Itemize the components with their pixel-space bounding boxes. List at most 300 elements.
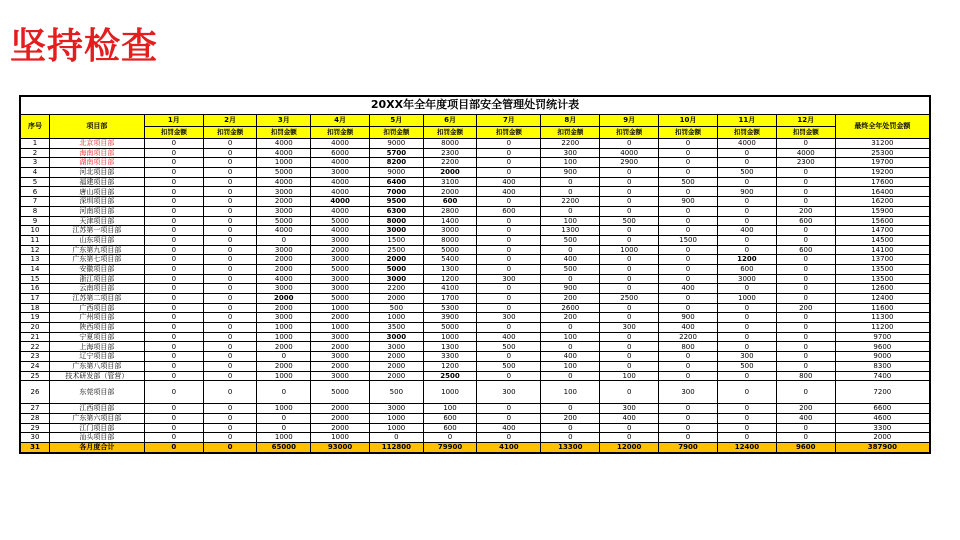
header-penalty-amount: 扣罚金额 bbox=[311, 127, 370, 139]
row-month-penalty: 2500 bbox=[370, 245, 424, 255]
header-month: 9月 bbox=[600, 115, 659, 127]
row-annual-total: 31200 bbox=[835, 139, 929, 149]
row-month-penalty: 0 bbox=[203, 216, 257, 226]
row-month-penalty: 0 bbox=[477, 226, 541, 236]
table-row bbox=[21, 342, 930, 352]
row-month-penalty: 0 bbox=[541, 423, 600, 433]
row-month-penalty: 0 bbox=[477, 158, 541, 168]
row-month-penalty: 0 bbox=[717, 433, 776, 443]
row-month-penalty: 3000 bbox=[257, 206, 311, 216]
table-row bbox=[21, 404, 930, 414]
row-month-penalty: 0 bbox=[659, 226, 718, 236]
row-month-penalty: 0 bbox=[600, 381, 659, 404]
row-seq: 1 bbox=[21, 139, 50, 149]
row-month-penalty: 1500 bbox=[659, 235, 718, 245]
total-month-penalty: 65000 bbox=[257, 442, 311, 452]
row-month-penalty: 3000 bbox=[370, 332, 424, 342]
row-month-penalty: 0 bbox=[144, 197, 203, 207]
header-month: 6月 bbox=[423, 115, 477, 127]
row-seq: 7 bbox=[21, 197, 50, 207]
row-month-penalty: 0 bbox=[203, 404, 257, 414]
header-month: 12月 bbox=[776, 115, 835, 127]
row-month-penalty: 0 bbox=[776, 255, 835, 265]
row-month-penalty: 0 bbox=[477, 413, 541, 423]
row-month-penalty: 0 bbox=[203, 255, 257, 265]
row-month-penalty: 2000 bbox=[311, 413, 370, 423]
table-row bbox=[21, 168, 930, 178]
row-annual-total: 6600 bbox=[835, 404, 929, 414]
total-row bbox=[21, 442, 930, 452]
row-month-penalty: 100 bbox=[423, 404, 477, 414]
row-month-penalty: 0 bbox=[717, 371, 776, 381]
row-month-penalty: 600 bbox=[423, 423, 477, 433]
total-month-penalty: 0 bbox=[144, 442, 203, 452]
row-month-penalty: 0 bbox=[477, 216, 541, 226]
table-row bbox=[21, 284, 930, 294]
row-annual-total: 14700 bbox=[835, 226, 929, 236]
row-month-penalty: 6300 bbox=[370, 206, 424, 216]
row-month-penalty: 4000 bbox=[311, 139, 370, 149]
row-month-penalty: 0 bbox=[600, 433, 659, 443]
row-month-penalty: 600 bbox=[717, 264, 776, 274]
row-month-penalty: 2000 bbox=[257, 342, 311, 352]
row-month-penalty: 0 bbox=[717, 158, 776, 168]
row-month-penalty: 0 bbox=[659, 361, 718, 371]
row-project-name: 汕头项目部 bbox=[49, 433, 144, 443]
row-month-penalty: 0 bbox=[659, 294, 718, 304]
row-month-penalty: 1000 bbox=[423, 381, 477, 404]
row-month-penalty: 6000 bbox=[311, 148, 370, 158]
row-month-penalty: 0 bbox=[717, 381, 776, 404]
row-month-penalty: 0 bbox=[659, 216, 718, 226]
row-month-penalty: 4100 bbox=[423, 284, 477, 294]
row-month-penalty: 1000 bbox=[717, 294, 776, 304]
row-month-penalty: 3000 bbox=[311, 352, 370, 362]
row-month-penalty: 0 bbox=[144, 423, 203, 433]
page-title: 坚持检查 bbox=[10, 26, 159, 67]
row-month-penalty: 0 bbox=[541, 342, 600, 352]
row-month-penalty: 0 bbox=[717, 313, 776, 323]
row-month-penalty: 2500 bbox=[423, 371, 477, 381]
row-month-penalty: 3000 bbox=[717, 274, 776, 284]
row-month-penalty: 3000 bbox=[311, 332, 370, 342]
row-month-penalty: 0 bbox=[423, 433, 477, 443]
row-month-penalty: 4000 bbox=[257, 139, 311, 149]
row-month-penalty: 8000 bbox=[370, 216, 424, 226]
row-month-penalty: 0 bbox=[600, 423, 659, 433]
row-month-penalty: 0 bbox=[776, 177, 835, 187]
row-month-penalty: 0 bbox=[717, 284, 776, 294]
row-annual-total: 9000 bbox=[835, 352, 929, 362]
row-annual-total: 13700 bbox=[835, 255, 929, 265]
row-month-penalty: 0 bbox=[370, 433, 424, 443]
header-month: 10月 bbox=[659, 115, 718, 127]
row-month-penalty: 0 bbox=[659, 255, 718, 265]
row-month-penalty: 400 bbox=[477, 187, 541, 197]
row-month-penalty: 2000 bbox=[311, 404, 370, 414]
row-seq: 4 bbox=[21, 168, 50, 178]
row-month-penalty: 1000 bbox=[370, 313, 424, 323]
row-month-penalty: 0 bbox=[541, 433, 600, 443]
row-month-penalty: 0 bbox=[600, 226, 659, 236]
row-month-penalty: 1500 bbox=[370, 235, 424, 245]
header-penalty-amount: 扣罚金额 bbox=[203, 127, 257, 139]
row-seq: 20 bbox=[21, 323, 50, 333]
row-month-penalty: 0 bbox=[541, 371, 600, 381]
row-project-name: 山东项目部 bbox=[49, 235, 144, 245]
row-month-penalty: 4000 bbox=[311, 197, 370, 207]
row-project-name: 浙江项目部 bbox=[49, 274, 144, 284]
row-month-penalty: 0 bbox=[600, 197, 659, 207]
table-row bbox=[21, 226, 930, 236]
row-month-penalty: 600 bbox=[423, 413, 477, 423]
row-project-name: 辽宁项目部 bbox=[49, 352, 144, 362]
row-annual-total: 15600 bbox=[835, 216, 929, 226]
row-seq: 22 bbox=[21, 342, 50, 352]
row-month-penalty: 1300 bbox=[423, 264, 477, 274]
row-month-penalty: 0 bbox=[600, 168, 659, 178]
row-month-penalty: 0 bbox=[659, 303, 718, 313]
row-month-penalty: 0 bbox=[659, 168, 718, 178]
row-project-name: 江苏第一项目部 bbox=[49, 226, 144, 236]
row-month-penalty: 0 bbox=[659, 187, 718, 197]
total-seq: 31 bbox=[21, 442, 50, 452]
header-month: 11月 bbox=[717, 115, 776, 127]
row-month-penalty: 100 bbox=[600, 371, 659, 381]
row-month-penalty: 0 bbox=[776, 226, 835, 236]
row-month-penalty: 4000 bbox=[257, 274, 311, 284]
row-month-penalty: 0 bbox=[776, 264, 835, 274]
row-project-name: 河南项目部 bbox=[49, 206, 144, 216]
row-month-penalty: 4000 bbox=[311, 158, 370, 168]
row-month-penalty: 0 bbox=[144, 352, 203, 362]
row-month-penalty: 3000 bbox=[423, 226, 477, 236]
row-month-penalty: 0 bbox=[144, 433, 203, 443]
row-month-penalty: 4000 bbox=[257, 177, 311, 187]
row-month-penalty: 400 bbox=[477, 423, 541, 433]
row-month-penalty: 0 bbox=[717, 342, 776, 352]
row-month-penalty: 2000 bbox=[423, 187, 477, 197]
row-month-penalty: 8200 bbox=[370, 158, 424, 168]
row-month-penalty: 0 bbox=[203, 177, 257, 187]
row-project-name: 广州项目部 bbox=[49, 313, 144, 323]
row-month-penalty: 900 bbox=[541, 284, 600, 294]
row-month-penalty: 1000 bbox=[257, 371, 311, 381]
row-month-penalty: 100 bbox=[541, 361, 600, 371]
row-month-penalty: 5000 bbox=[257, 216, 311, 226]
header-penalty-amount: 扣罚金额 bbox=[370, 127, 424, 139]
row-month-penalty: 0 bbox=[717, 332, 776, 342]
row-seq: 5 bbox=[21, 177, 50, 187]
row-month-penalty: 0 bbox=[659, 413, 718, 423]
total-annual: 387900 bbox=[835, 442, 929, 452]
total-month-penalty: 93000 bbox=[311, 442, 370, 452]
row-seq: 23 bbox=[21, 352, 50, 362]
row-annual-total: 11600 bbox=[835, 303, 929, 313]
table-row bbox=[21, 187, 930, 197]
row-month-penalty: 0 bbox=[477, 323, 541, 333]
row-month-penalty: 0 bbox=[203, 158, 257, 168]
table-row bbox=[21, 177, 930, 187]
row-project-name: 技术研发部（管营） bbox=[49, 371, 144, 381]
row-month-penalty: 0 bbox=[477, 284, 541, 294]
row-month-penalty: 3000 bbox=[370, 226, 424, 236]
header-penalty-amount: 扣罚金额 bbox=[776, 127, 835, 139]
row-month-penalty: 0 bbox=[477, 294, 541, 304]
row-project-name: 陕西项目部 bbox=[49, 323, 144, 333]
row-month-penalty: 3000 bbox=[311, 235, 370, 245]
row-month-penalty: 0 bbox=[600, 342, 659, 352]
row-month-penalty: 500 bbox=[659, 177, 718, 187]
row-month-penalty: 0 bbox=[144, 168, 203, 178]
row-project-name: 上海项目部 bbox=[49, 342, 144, 352]
row-month-penalty: 3300 bbox=[423, 352, 477, 362]
row-month-penalty: 1000 bbox=[257, 433, 311, 443]
row-month-penalty: 5300 bbox=[423, 303, 477, 313]
row-month-penalty: 0 bbox=[203, 245, 257, 255]
row-month-penalty: 0 bbox=[776, 284, 835, 294]
row-month-penalty: 0 bbox=[600, 206, 659, 216]
row-month-penalty: 0 bbox=[144, 245, 203, 255]
row-month-penalty: 9500 bbox=[370, 197, 424, 207]
row-month-penalty: 0 bbox=[203, 264, 257, 274]
header-project: 项目部 bbox=[49, 115, 144, 139]
row-month-penalty: 1300 bbox=[541, 226, 600, 236]
row-month-penalty: 2200 bbox=[541, 139, 600, 149]
row-month-penalty: 1700 bbox=[423, 294, 477, 304]
row-month-penalty: 2000 bbox=[311, 342, 370, 352]
row-month-penalty: 0 bbox=[477, 235, 541, 245]
row-month-penalty: 2000 bbox=[257, 303, 311, 313]
row-month-penalty: 500 bbox=[370, 381, 424, 404]
row-month-penalty: 600 bbox=[477, 206, 541, 216]
row-month-penalty: 0 bbox=[144, 303, 203, 313]
row-annual-total: 9600 bbox=[835, 342, 929, 352]
row-month-penalty: 3000 bbox=[311, 274, 370, 284]
row-month-penalty: 0 bbox=[477, 148, 541, 158]
row-month-penalty: 0 bbox=[203, 284, 257, 294]
row-month-penalty: 2000 bbox=[311, 423, 370, 433]
row-month-penalty: 3900 bbox=[423, 313, 477, 323]
row-month-penalty: 0 bbox=[776, 332, 835, 342]
row-month-penalty: 2300 bbox=[776, 158, 835, 168]
row-month-penalty: 100 bbox=[541, 381, 600, 404]
row-month-penalty: 0 bbox=[776, 168, 835, 178]
row-seq: 19 bbox=[21, 313, 50, 323]
row-month-penalty: 5000 bbox=[423, 323, 477, 333]
row-project-name: 湖南项目部 bbox=[49, 158, 144, 168]
penalty-table bbox=[20, 96, 930, 453]
row-month-penalty: 400 bbox=[659, 323, 718, 333]
row-annual-total: 9700 bbox=[835, 332, 929, 342]
row-month-penalty: 0 bbox=[776, 342, 835, 352]
row-month-penalty: 8000 bbox=[423, 139, 477, 149]
row-month-penalty: 0 bbox=[144, 413, 203, 423]
row-month-penalty: 0 bbox=[203, 139, 257, 149]
row-month-penalty: 0 bbox=[144, 404, 203, 414]
row-month-penalty: 2200 bbox=[370, 284, 424, 294]
row-month-penalty: 0 bbox=[203, 148, 257, 158]
row-month-penalty: 0 bbox=[144, 313, 203, 323]
row-month-penalty: 200 bbox=[776, 303, 835, 313]
row-month-penalty: 800 bbox=[776, 371, 835, 381]
row-month-penalty: 0 bbox=[659, 264, 718, 274]
row-month-penalty: 900 bbox=[659, 197, 718, 207]
row-project-name: 东莞项目部 bbox=[49, 381, 144, 404]
row-month-penalty: 0 bbox=[144, 264, 203, 274]
row-month-penalty: 1000 bbox=[257, 332, 311, 342]
row-month-penalty: 0 bbox=[203, 303, 257, 313]
row-project-name: 江门项目部 bbox=[49, 423, 144, 433]
row-month-penalty: 3000 bbox=[257, 313, 311, 323]
table-row bbox=[21, 216, 930, 226]
row-month-penalty: 2000 bbox=[370, 371, 424, 381]
row-month-penalty: 2300 bbox=[423, 148, 477, 158]
row-month-penalty: 300 bbox=[477, 381, 541, 404]
row-month-penalty: 0 bbox=[659, 158, 718, 168]
row-month-penalty: 3000 bbox=[311, 168, 370, 178]
row-seq: 13 bbox=[21, 255, 50, 265]
row-month-penalty: 1200 bbox=[423, 274, 477, 284]
penalty-statistics-table bbox=[19, 95, 931, 454]
row-month-penalty: 0 bbox=[203, 168, 257, 178]
row-annual-total: 19200 bbox=[835, 168, 929, 178]
table-row bbox=[21, 206, 930, 216]
table-row bbox=[21, 313, 930, 323]
row-month-penalty: 1000 bbox=[257, 404, 311, 414]
total-month-penalty: 9600 bbox=[776, 442, 835, 452]
row-month-penalty: 0 bbox=[600, 274, 659, 284]
row-month-penalty: 500 bbox=[717, 361, 776, 371]
table-title: 20XX年全年度项目部安全管理处罚统计表 bbox=[21, 97, 930, 115]
row-project-name: 云南项目部 bbox=[49, 284, 144, 294]
row-month-penalty: 1000 bbox=[600, 245, 659, 255]
row-seq: 9 bbox=[21, 216, 50, 226]
row-month-penalty: 2000 bbox=[311, 361, 370, 371]
row-annual-total: 12600 bbox=[835, 284, 929, 294]
header-seq: 序号 bbox=[21, 115, 50, 139]
row-month-penalty: 0 bbox=[203, 206, 257, 216]
row-month-penalty: 200 bbox=[541, 313, 600, 323]
row-month-penalty: 7000 bbox=[370, 187, 424, 197]
row-month-penalty: 0 bbox=[203, 187, 257, 197]
row-annual-total: 25300 bbox=[835, 148, 929, 158]
row-month-penalty: 5000 bbox=[311, 294, 370, 304]
row-month-penalty: 5000 bbox=[370, 264, 424, 274]
row-month-penalty: 0 bbox=[541, 177, 600, 187]
row-annual-total: 19700 bbox=[835, 158, 929, 168]
row-month-penalty: 0 bbox=[659, 206, 718, 216]
row-month-penalty: 0 bbox=[257, 423, 311, 433]
table-row bbox=[21, 274, 930, 284]
row-month-penalty: 0 bbox=[600, 177, 659, 187]
row-month-penalty: 3000 bbox=[370, 274, 424, 284]
row-month-penalty: 300 bbox=[717, 352, 776, 362]
row-month-penalty: 2200 bbox=[541, 197, 600, 207]
row-month-penalty: 0 bbox=[717, 177, 776, 187]
row-month-penalty: 3100 bbox=[423, 177, 477, 187]
row-month-penalty: 0 bbox=[717, 404, 776, 414]
row-month-penalty: 3000 bbox=[311, 284, 370, 294]
row-month-penalty: 0 bbox=[776, 294, 835, 304]
row-month-penalty: 400 bbox=[600, 413, 659, 423]
row-month-penalty: 2000 bbox=[370, 255, 424, 265]
row-month-penalty: 0 bbox=[144, 381, 203, 404]
row-annual-total: 13500 bbox=[835, 274, 929, 284]
row-month-penalty: 0 bbox=[659, 245, 718, 255]
header-penalty-amount: 扣罚金额 bbox=[423, 127, 477, 139]
row-annual-total: 13500 bbox=[835, 264, 929, 274]
table-row bbox=[21, 148, 930, 158]
row-month-penalty: 0 bbox=[659, 404, 718, 414]
row-seq: 25 bbox=[21, 371, 50, 381]
row-month-penalty: 1200 bbox=[423, 361, 477, 371]
row-month-penalty: 0 bbox=[659, 433, 718, 443]
row-month-penalty: 0 bbox=[717, 197, 776, 207]
row-month-penalty: 5000 bbox=[311, 381, 370, 404]
row-seq: 18 bbox=[21, 303, 50, 313]
row-month-penalty: 5000 bbox=[311, 264, 370, 274]
row-month-penalty: 0 bbox=[659, 274, 718, 284]
table-row bbox=[21, 323, 930, 333]
row-month-penalty: 2000 bbox=[257, 197, 311, 207]
row-month-penalty: 0 bbox=[541, 206, 600, 216]
row-month-penalty: 0 bbox=[144, 235, 203, 245]
row-month-penalty: 0 bbox=[203, 423, 257, 433]
header-month: 4月 bbox=[311, 115, 370, 127]
row-month-penalty: 600 bbox=[423, 197, 477, 207]
header-penalty-amount: 扣罚金额 bbox=[477, 127, 541, 139]
row-month-penalty: 0 bbox=[600, 313, 659, 323]
row-project-name: 北京项目部 bbox=[49, 139, 144, 149]
table-row bbox=[21, 413, 930, 423]
row-month-penalty: 5000 bbox=[311, 216, 370, 226]
total-month-penalty: 112800 bbox=[370, 442, 424, 452]
table-row bbox=[21, 264, 930, 274]
row-month-penalty: 5000 bbox=[257, 168, 311, 178]
row-month-penalty: 5000 bbox=[423, 245, 477, 255]
row-project-name: 安徽项目部 bbox=[49, 264, 144, 274]
row-seq: 29 bbox=[21, 423, 50, 433]
row-month-penalty: 0 bbox=[600, 235, 659, 245]
row-month-penalty: 3000 bbox=[257, 187, 311, 197]
row-project-name: 江苏第二项目部 bbox=[49, 294, 144, 304]
row-month-penalty: 0 bbox=[144, 255, 203, 265]
row-month-penalty: 300 bbox=[541, 148, 600, 158]
row-month-penalty: 0 bbox=[257, 413, 311, 423]
row-month-penalty: 2500 bbox=[600, 294, 659, 304]
row-month-penalty: 800 bbox=[659, 342, 718, 352]
row-month-penalty: 0 bbox=[144, 177, 203, 187]
header-penalty-amount: 扣罚金额 bbox=[600, 127, 659, 139]
row-month-penalty: 2000 bbox=[370, 352, 424, 362]
row-month-penalty: 3000 bbox=[370, 342, 424, 352]
row-month-penalty: 0 bbox=[600, 332, 659, 342]
row-month-penalty: 1000 bbox=[311, 433, 370, 443]
row-month-penalty: 4000 bbox=[257, 226, 311, 236]
row-project-name: 海南项目部 bbox=[49, 148, 144, 158]
row-month-penalty: 0 bbox=[477, 371, 541, 381]
row-seq: 15 bbox=[21, 274, 50, 284]
row-month-penalty: 0 bbox=[203, 197, 257, 207]
table-row bbox=[21, 303, 930, 313]
table-row bbox=[21, 158, 930, 168]
row-month-penalty: 0 bbox=[203, 433, 257, 443]
row-month-penalty: 0 bbox=[717, 216, 776, 226]
row-month-penalty: 600 bbox=[776, 245, 835, 255]
row-month-penalty: 300 bbox=[477, 313, 541, 323]
table-row bbox=[21, 235, 930, 245]
